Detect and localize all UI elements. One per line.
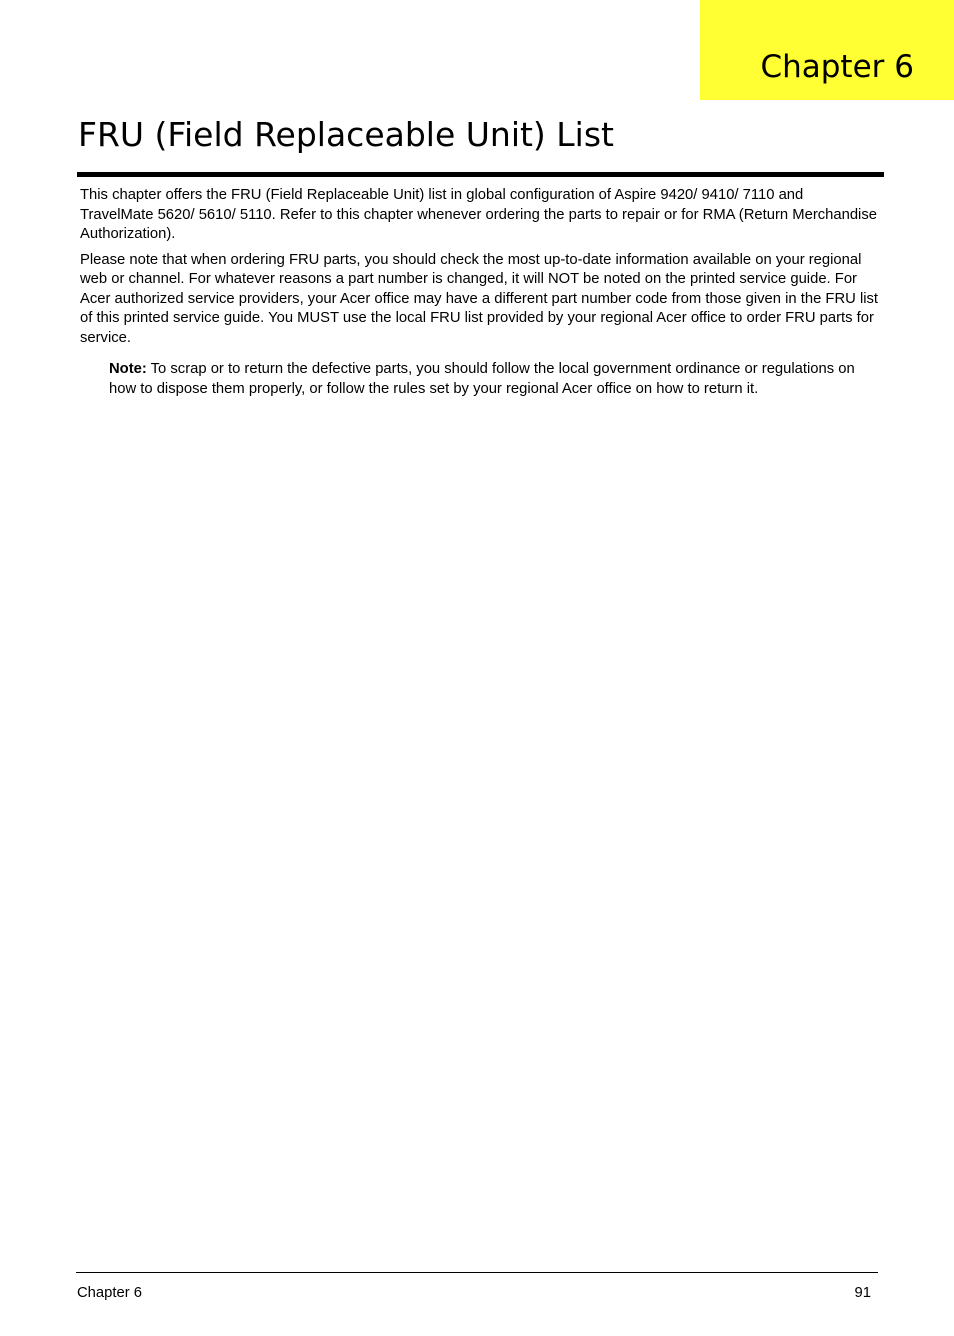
footer-page-number: 91 xyxy=(854,1285,871,1301)
ordering-paragraph: Please note that when ordering FRU parts, you should check the most up-to-date information available on your regional web or channel. For whatever reasons a part number is changed, it will NOT be noted on the printed service guide. For Acer authorized service providers, your Acer office may have a different part number code from those given in the FRU list of this printed service guide. You MUST use the local FRU list provided by your regional Acer office to order FRU parts for service. xyxy=(80,251,879,346)
note xyxy=(109,360,880,399)
chapter-tab xyxy=(700,0,954,100)
title-rule xyxy=(77,172,884,177)
footer-chapter: Chapter 6 xyxy=(77,1285,142,1301)
chapter-tab-label: Chapter 6 xyxy=(760,49,914,85)
intro-paragraph: This chapter offers the FRU (Field Replaceable Unit) list in global configuration of Aspire 9420/ 9410/ 7110 and TravelMate 5620/ 5610/ 5110. Refer to this chapter whenever ordering the parts to repair or for RMA (Return Merchandise Authorization). xyxy=(80,187,877,242)
footer-rule xyxy=(76,1272,878,1273)
body-text xyxy=(80,186,880,399)
note-label: Note: xyxy=(109,361,147,377)
page-title: FRU (Field Replaceable Unit) List xyxy=(78,115,614,154)
note-text: To scrap or to return the defective parts, you should follow the local government ordinance or regulations on how to dispose them properly, or follow the rules set by your regional Acer office on how to return it. xyxy=(109,361,855,397)
